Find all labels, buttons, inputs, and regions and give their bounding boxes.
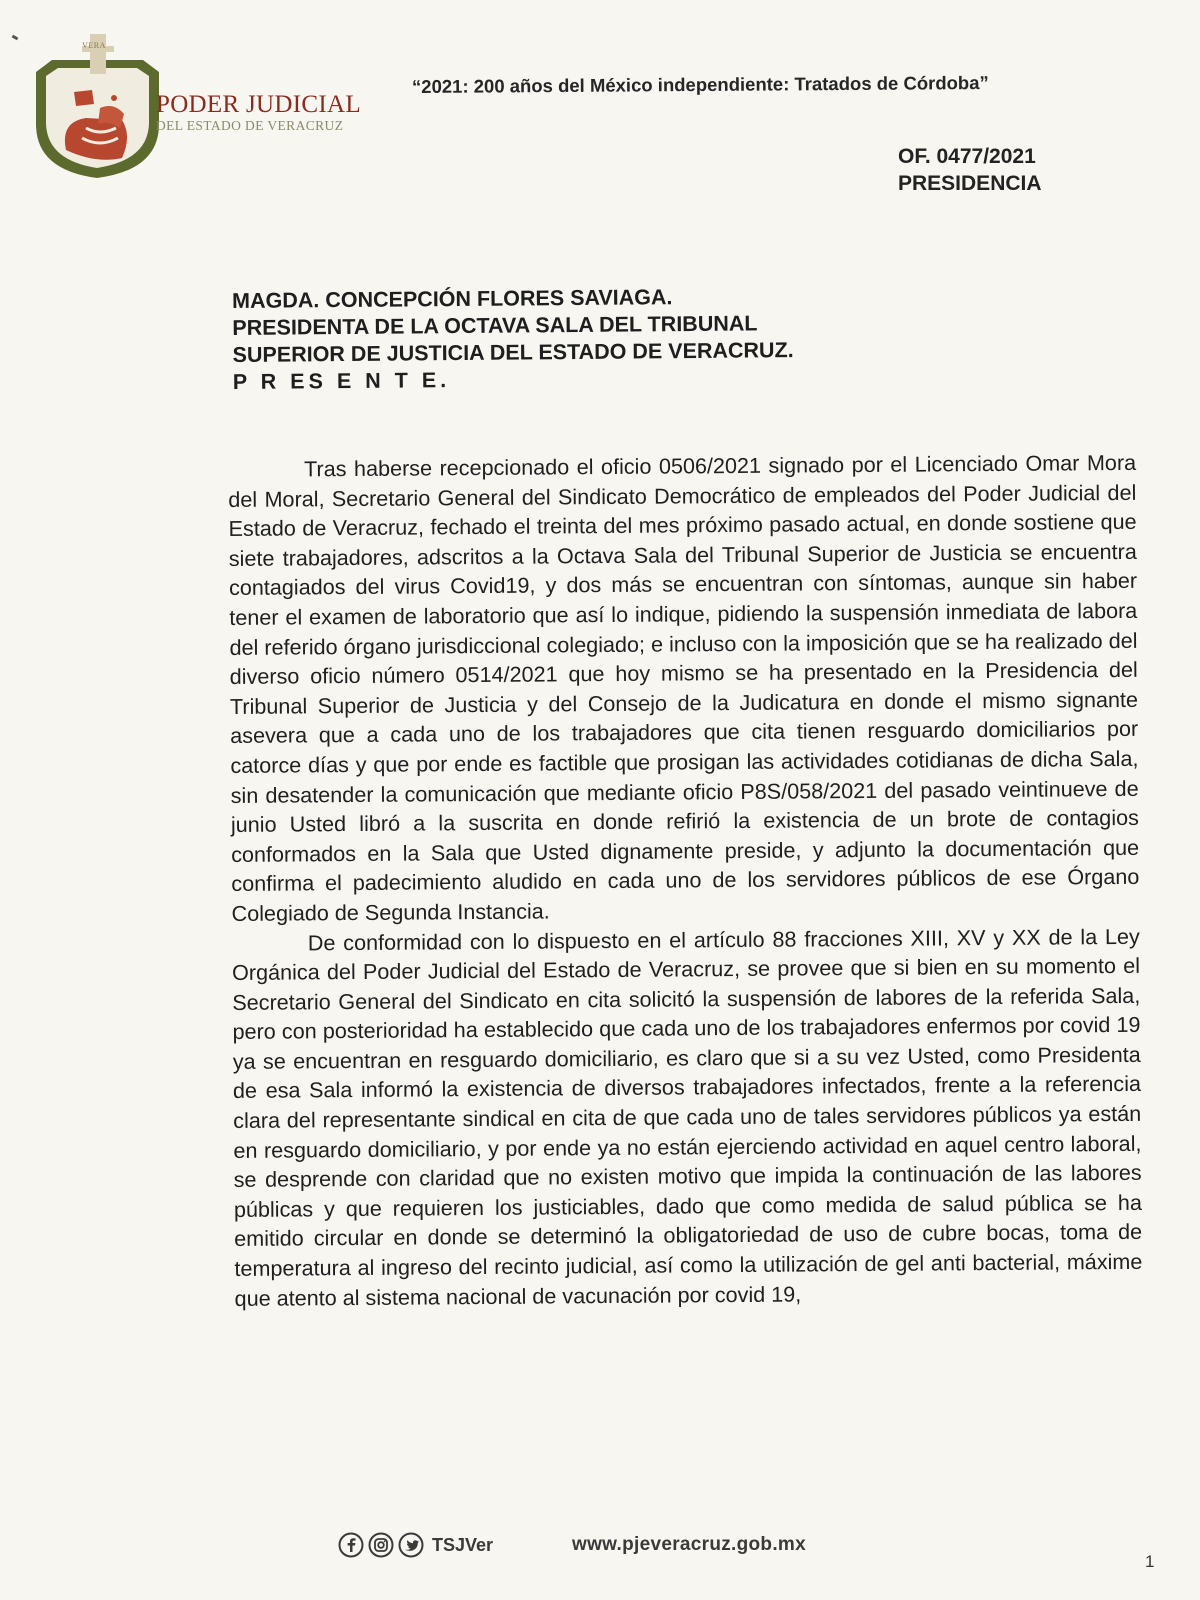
addressee-line-1: MAGDA. CONCEPCIÓN FLORES SAVIAGA. bbox=[232, 285, 673, 313]
social-handle[interactable]: TSJVer bbox=[432, 1534, 494, 1555]
year-motto: “2021: 200 años del México independiente: Tratados de Córdoba” bbox=[411, 71, 989, 98]
office-reference bbox=[898, 143, 1042, 197]
letter-body bbox=[228, 448, 1143, 1313]
facebook-icon[interactable] bbox=[338, 1532, 364, 1558]
office-number: OF. 0477/2021 bbox=[898, 145, 1036, 168]
body-paragraph-2: De conformidad con lo dispuesto en el artículo 88 fracciones XIII, XV y XX de la Ley Orgánica del Poder Judicial del Estado de Veracruz, se provee que si bien en su momento el Secretario General del Sindicato en cita solicitó la suspensión de labores de la referida Sala, pero con posterioridad ha establecido que cada uno de los trabajadores enfermos por covid 19 ya se encuentran en resguardo domiciliario, es claro que si a su vez Usted, como Presidenta de esa Sala informó la existencia de diversos trabajadores infectados, frente a la referencia clara del representante sindical en cita de que cada uno de tales servidores públicos ya están en resguardo domiciliario, y por ende ya no están ejerciendo actividad en aquel centro laboral, se desprende con claridad que no existen motivo que impida la continuación de las labores públicas y que requieren los justiciables, dado que como medida de salud pública se ha emitido circular en donde se determinó la obligatoriedad de uso de cubre bocas, toma de temperatura al ingreso del recinto judicial, así como la utilización de gel anti bacterial, máxime que atento al sistema nacional de vacunación por covid 19, bbox=[231, 923, 1143, 1311]
footer-social bbox=[338, 1532, 493, 1558]
addressee-line-2: PRESIDENTA DE LA OCTAVA SALA DEL TRIBUNAL bbox=[232, 311, 758, 340]
addressee-block bbox=[232, 283, 794, 396]
judicial-seal-logo bbox=[30, 32, 165, 180]
addressee-line-3: SUPERIOR DE JUSTICIA DEL ESTADO DE VERACRUZ. bbox=[232, 338, 794, 367]
institution-block bbox=[156, 92, 361, 134]
office-department: PRESIDENCIA bbox=[898, 172, 1042, 195]
twitter-icon[interactable] bbox=[398, 1532, 424, 1558]
page-number: 1 bbox=[1145, 1552, 1155, 1571]
body-paragraph-1: Tras haberse recepcionado el oficio 0506/2021 signado por el Licenciado Omar Mora del Moral, Secretario General del Sindicato Democrático de empleados del Poder Judicial del Estado de Veracruz, fechado el treinta del mes próximo pasado actual, en donde sostiene que siete trabajadores, adscritos a la Octava Sala del Tribunal Superior de Justicia se encuentra contagiados del virus Covid19, y dos más se encuentran con síntomas, aunque sin haber tener el examen de laboratorio que así lo indique, pidiendo la suspensión inmediata de labora del referido órgano jurisdiccional colegiado; e incluso con la imposición que se ha realizado del diverso oficio número 0514/2021 que hoy mismo se ha presentado en la Presidencia del Tribunal Superior de Justicia y del Consejo de la Judicatura en donde el mismo signante asevera que a cada uno de los trabajadores que cita tienen resguardo domiciliarios por catorce días y que por ende es factible que prosigan las actividades cotidianas de dicha Sala, sin desatender la comunicación que mediante oficio P8S/058/2021 del pasado veintinueve de junio Usted libró a la suscrita en donde refirió la existencia de un brote de contagios conformados en la Sala que Usted dignamente preside, y adjunto la documentación que confirma el padecimiento aludido en cada uno de los servidores públicos de ese Órgano Colegiado de Segunda Instancia. bbox=[228, 449, 1140, 926]
scan-mark bbox=[12, 35, 19, 41]
addressee-line-4: P R ES E N T E. bbox=[232, 368, 451, 394]
website-link[interactable]: www.pjeveracruz.gob.mx bbox=[572, 1534, 806, 1555]
institution-name: PODER JUDICIAL bbox=[156, 91, 361, 118]
seal-label: VERA bbox=[82, 41, 106, 50]
institution-subtitle: DEL ESTADO DE VERACRUZ bbox=[156, 118, 344, 133]
instagram-icon[interactable] bbox=[368, 1532, 394, 1558]
